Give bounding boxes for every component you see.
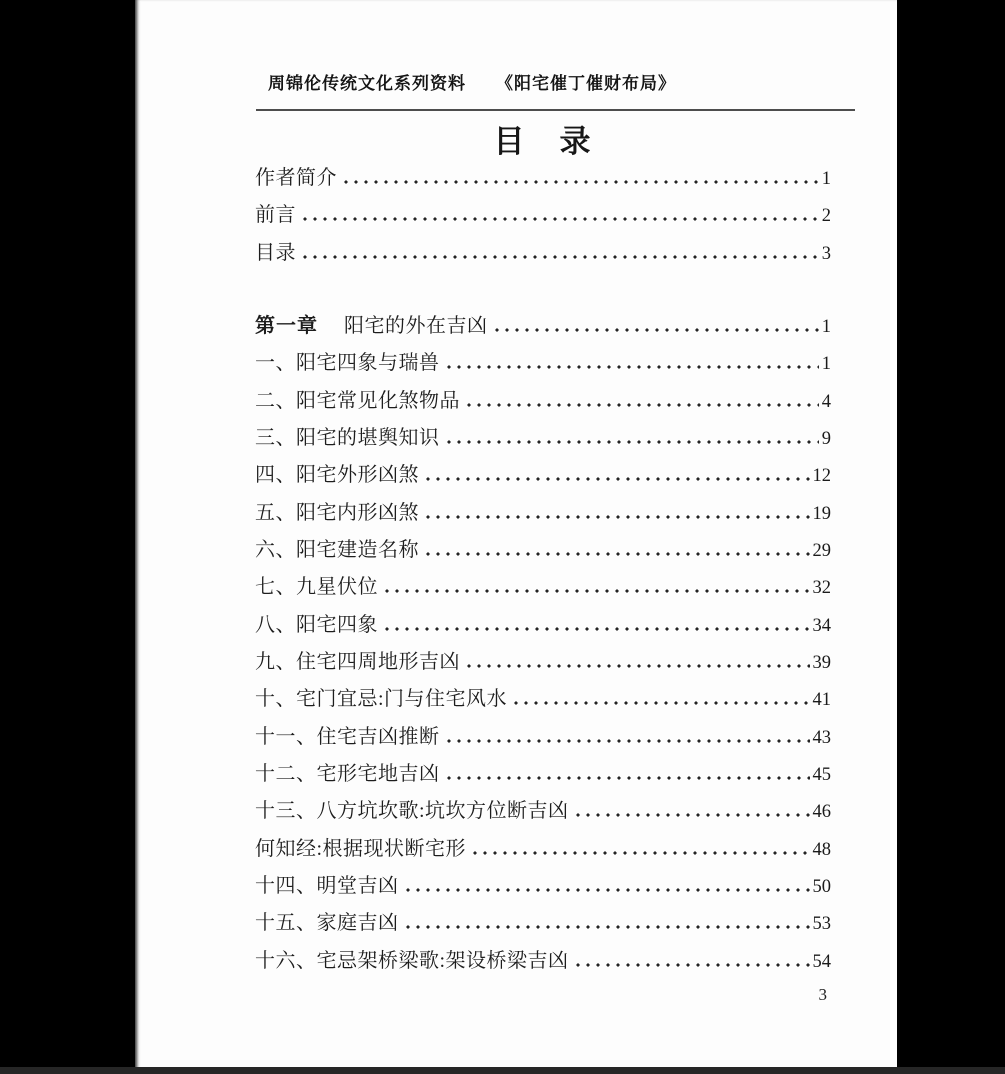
toc-entry [255, 832, 831, 869]
toc-entry-page-number: 1 [821, 317, 831, 337]
toc-entry [255, 645, 831, 682]
toc-entry-title: 作者简介 [255, 167, 337, 189]
toc-entry-page-number: 1 [821, 354, 831, 375]
toc-entry-page-number: 4 [821, 391, 831, 412]
dot-leader [511, 700, 809, 705]
toc-entry-title: 八、阳宅四象 [255, 613, 378, 636]
dot-leader [382, 626, 810, 631]
toc-entry [255, 496, 831, 533]
toc-entry [255, 608, 831, 645]
toc-entry [255, 384, 831, 421]
toc-page-title: 目 录 [493, 124, 593, 159]
toc-entry-page-number: 12 [812, 466, 831, 487]
toc-entry [255, 682, 831, 719]
toc-entry [255, 794, 831, 831]
folio-page-number: 3 [818, 985, 827, 1004]
toc-chapter-list [255, 309, 831, 981]
toc-entry-title: 十一、住宅吉凶推断 [255, 725, 440, 748]
toc-entry-title: 二、阳宅常见化煞物品 [255, 389, 460, 412]
toc-entry [255, 906, 831, 943]
toc-entry-title: 十二、宅形宅地吉凶 [255, 762, 440, 785]
toc-entry-title: 七、九星伏位 [255, 576, 378, 599]
toc-entry-page-number: 54 [812, 951, 831, 972]
toc-entry-page-number: 32 [812, 578, 831, 599]
toc-entry-page-number: 19 [812, 503, 831, 524]
dot-leader [300, 216, 819, 221]
dot-leader [423, 514, 810, 519]
dot-leader [444, 775, 810, 780]
toc-entry [255, 570, 831, 607]
toc-entry-page-number: 41 [812, 690, 831, 711]
scan-bottom-edge [0, 1067, 1005, 1074]
toc-entry-page-number: 50 [812, 876, 831, 897]
dot-leader [403, 924, 810, 929]
dot-leader [300, 254, 819, 259]
dot-leader [470, 850, 809, 855]
toc-entry-title: 十五、家庭吉凶 [255, 912, 399, 935]
dot-leader [444, 738, 810, 743]
toc-entry-page-number: 39 [812, 652, 831, 673]
dot-leader [423, 551, 810, 556]
toc-entry [255, 869, 831, 906]
toc-entry-title: 前言 [255, 204, 296, 227]
toc-entry-chapter-prefix: 第一章 [255, 315, 318, 337]
toc-entry-title: 九、住宅四周地形吉凶 [255, 650, 460, 673]
dot-leader [444, 364, 819, 369]
toc-entry [255, 236, 831, 273]
toc-entry-page-number: 1 [821, 169, 831, 189]
dot-leader [573, 812, 810, 817]
dot-leader [464, 663, 810, 668]
dot-leader [341, 179, 819, 184]
toc-entry-title: 十四、明堂吉凶 [255, 874, 399, 897]
toc-entry-page-number: 46 [812, 802, 831, 823]
dot-leader [444, 439, 819, 444]
toc-entry-page-number: 3 [821, 243, 831, 264]
toc-entry-page-number: 9 [821, 428, 831, 449]
toc-entry [255, 161, 831, 198]
toc-entry [255, 720, 831, 757]
toc-entry-title: 十六、宅忌架桥梁歌:架设桥梁吉凶 [255, 949, 569, 972]
toc-entry-page-number: 2 [821, 206, 831, 227]
toc-entry-page-number: 29 [812, 540, 831, 561]
toc-entry-title: 十、宅门宜忌:门与住宅风水 [255, 688, 508, 711]
toc-entry [255, 458, 831, 495]
toc-entry-page-number: 45 [812, 764, 831, 785]
toc-entry-page-number: 43 [812, 727, 831, 748]
toc-content [255, 0, 831, 1074]
toc-entry-title: 六、阳宅建造名称 [255, 538, 419, 561]
toc-entry [255, 944, 831, 981]
dot-leader [492, 327, 819, 332]
dot-leader [403, 887, 810, 892]
toc-entry [255, 757, 831, 794]
toc-entry-title: 三、阳宅的堪舆知识 [255, 426, 440, 449]
toc-entry-title: 何知经:根据现状断宅形 [255, 837, 467, 860]
toc-entry [255, 346, 831, 383]
toc-entry-title: 目录 [255, 241, 296, 264]
toc-entry [255, 309, 831, 346]
toc-entry [255, 421, 831, 458]
dot-leader [423, 476, 810, 481]
header-series-title: 周锦伦传统文化系列资料 [268, 74, 466, 93]
toc-entry-page-number: 53 [812, 914, 831, 935]
toc-entry-title: 四、阳宅外形凶煞 [255, 464, 419, 487]
toc-entry-page-number: 48 [812, 839, 831, 860]
dot-leader [573, 962, 810, 967]
header-book-title: 《阳宅催丁催财布局》 [496, 74, 676, 93]
toc-entry-title: 阳宅的外在吉凶 [344, 315, 488, 337]
toc-entry-title: 十三、八方坑坎歌:坑坎方位断吉凶 [255, 800, 569, 823]
toc-entry-title: 一、阳宅四象与瑞兽 [255, 352, 440, 375]
toc-entry-title: 五、阳宅内形凶煞 [255, 501, 419, 524]
toc-entry-page-number: 34 [812, 615, 831, 636]
dot-leader [382, 588, 810, 593]
toc-entry [255, 198, 831, 235]
toc-front-matter-list [255, 161, 831, 273]
book-page [135, 0, 897, 1074]
dot-leader [464, 402, 819, 407]
toc-entry [255, 533, 831, 570]
